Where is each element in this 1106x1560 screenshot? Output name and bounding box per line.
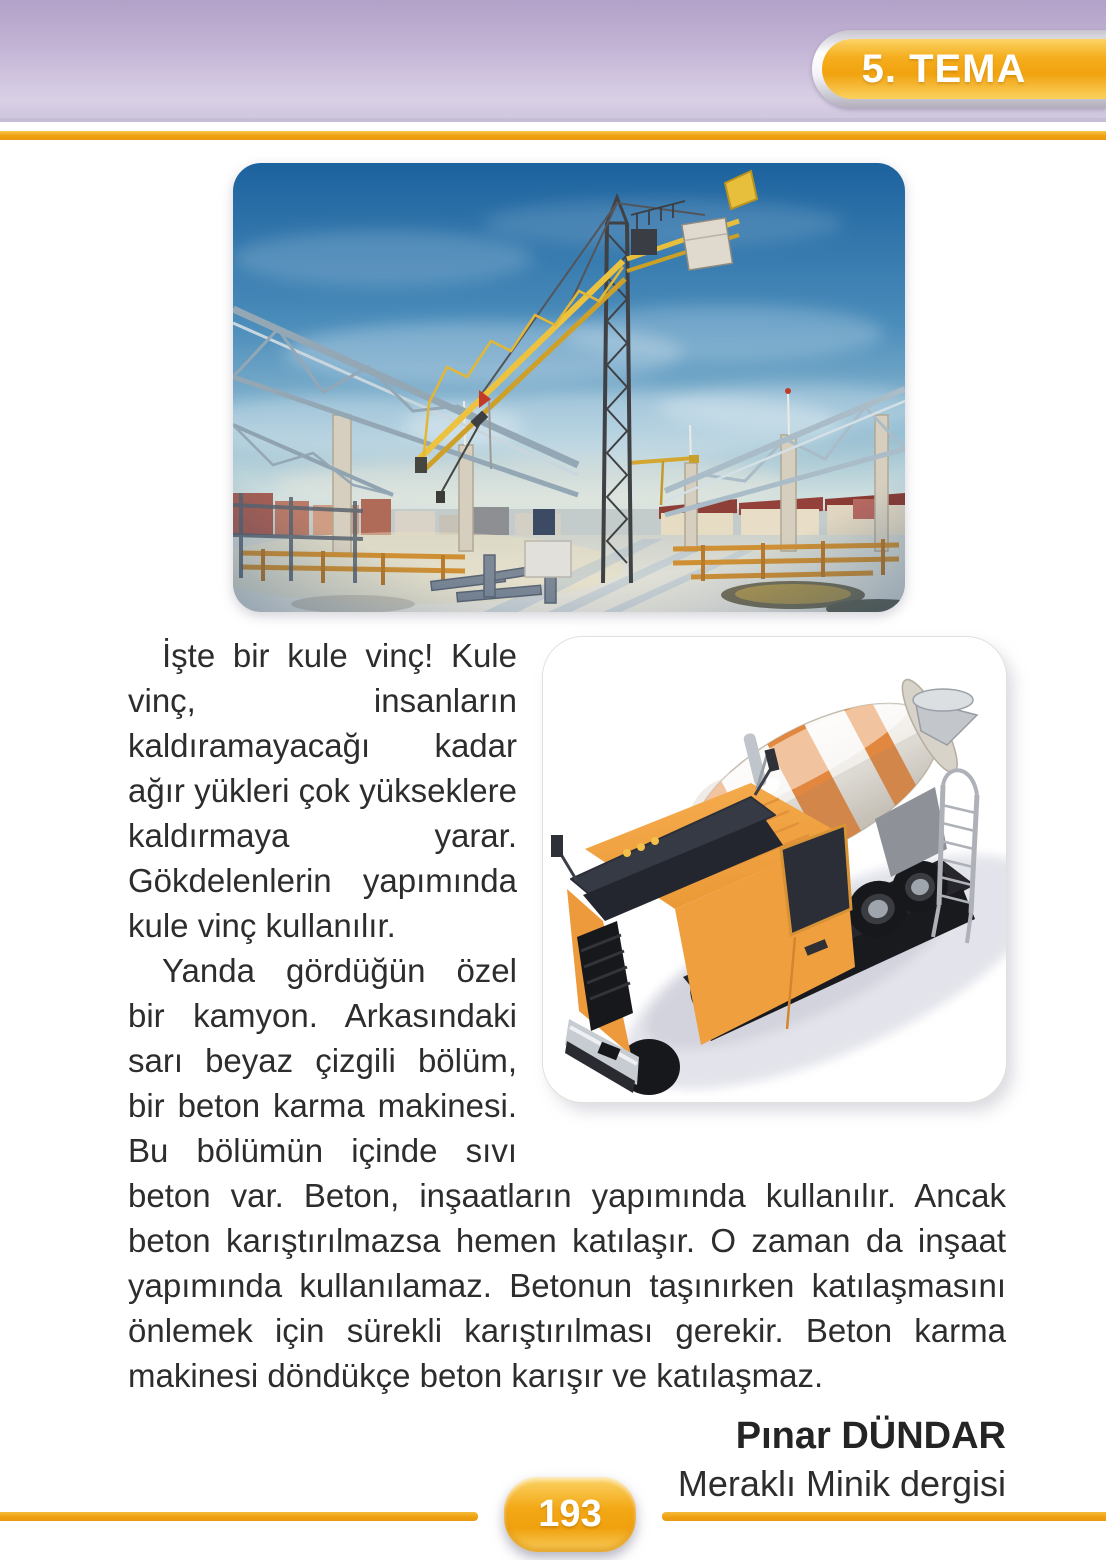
footer-line-left [0, 1512, 478, 1521]
crane-photo [233, 163, 905, 612]
author-name: Pınar DÜNDAR [735, 1415, 1006, 1457]
header-bar [0, 0, 1106, 122]
crane-photo-svg [233, 163, 905, 612]
truck-photo-card [543, 637, 1006, 1102]
tema-badge-frame [812, 30, 1106, 108]
tema-badge [822, 39, 1106, 99]
page-number-badge [504, 1477, 636, 1552]
article [128, 633, 1006, 1507]
mixer-truck-svg [543, 637, 1006, 1102]
paragraph-mixer: Yanda gördüğün özel bir kamyon. Arkasındaki sarı beyaz çizgili bölüm, bir beton karma makinesi. Bu bölümün içinde sıvı beton var. Beton, inşaatların yapımında kullanılır. Ancak beton karıştırılmazsa hemen katılaşır. O zaman da inşaat yapımında kullanılamaz. Betonun taşınırken katılaşmasını önlemek için sürekli karıştırılması gerekir. Beton karma makinesi döndükçe beton karışır ve katılaşmaz. [128, 952, 1006, 1394]
source-name: Meraklı Minik dergisi [677, 1462, 1006, 1504]
page-number: 193 [538, 1493, 602, 1535]
paragraph-crane: İşte bir kule vinç! Kule vinç, insanların kaldıramayacağı kadar ağır yükleri çok yükseklere kaldırmaya yarar. Gökdelenlerin yapımında kule vinç kullanılır. [128, 637, 517, 944]
tema-badge-label: 5. TEMA [861, 46, 1027, 91]
footer-line-right [662, 1512, 1106, 1521]
header-gold-rule [0, 131, 1106, 140]
